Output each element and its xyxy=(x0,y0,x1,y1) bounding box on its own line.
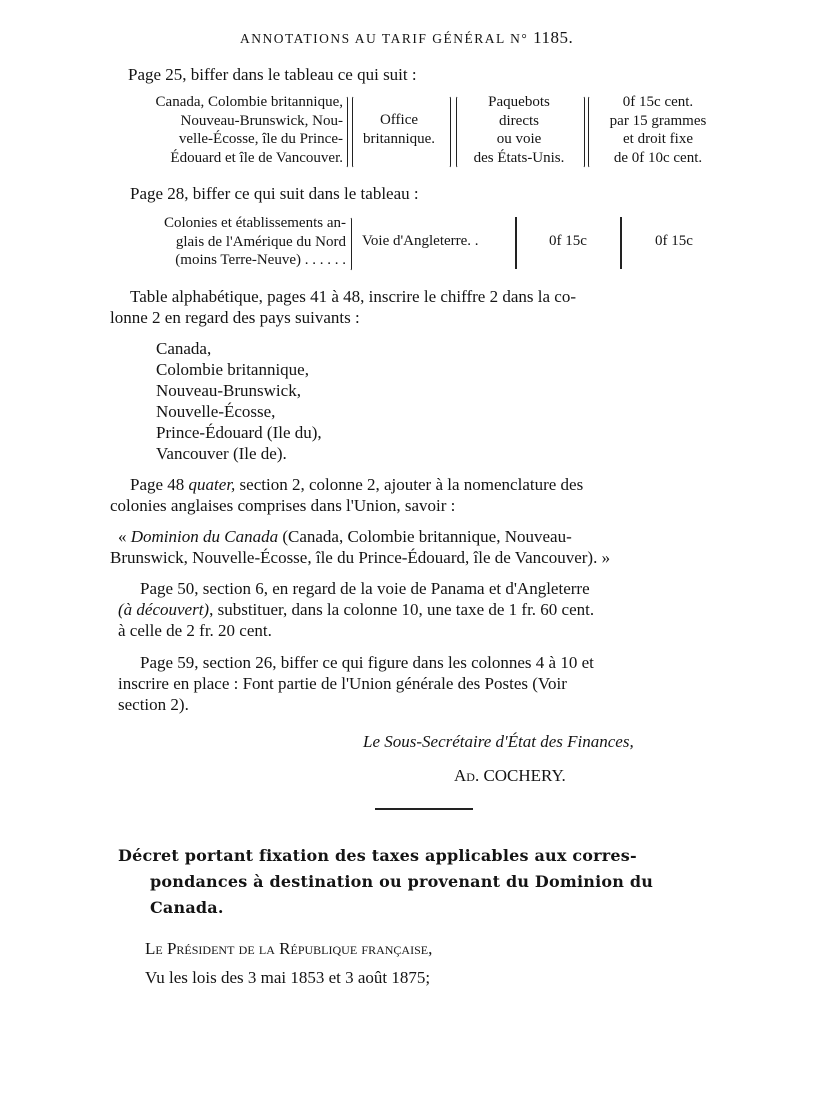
p25-col1-line: Canada, Colombie britannique, xyxy=(155,94,343,110)
list-item: Vancouver (Ile de). xyxy=(156,444,287,463)
p28-col-countries xyxy=(108,214,346,270)
dominion-line1 xyxy=(118,526,572,547)
running-header xyxy=(240,28,573,48)
brace xyxy=(343,96,348,168)
header-text: ANNOTATIONS AU TARIF GÉNÉRAL N° xyxy=(240,31,529,46)
brace xyxy=(580,96,585,168)
p28-col-route: Voie d'Angleterre. . xyxy=(362,233,479,249)
p59-line1: Page 59, section 26, biffer ce qui figure dans les colonnes 4 à 10 et xyxy=(140,653,594,672)
decree-title-line2: pondances à destination ou provenant du Dominion du xyxy=(150,872,654,891)
p48-italic: quater, xyxy=(188,475,236,494)
p25-col4-line: 0f 15c cent. xyxy=(622,94,694,110)
p50-line3: à celle de 2 fr. 20 cent. xyxy=(118,621,272,640)
p25-col1-line: velle-Écosse, île du Prince- xyxy=(178,131,343,147)
list-item: Colombie britannique, xyxy=(156,360,309,379)
p25-col4-line: de 0f 10c cent. xyxy=(613,149,703,166)
p25-col-rate xyxy=(596,93,720,167)
p28-col1-line: (moins Terre-Neuve) . . . . . . xyxy=(175,252,346,268)
p25-col-office xyxy=(354,111,444,148)
p25-col-countries xyxy=(107,93,343,167)
p25-col3-line: des États-Unis. xyxy=(473,149,565,166)
country-list xyxy=(156,338,322,464)
dominion-line2: Brunswick, Nouvelle-Écosse, île du Prince-Édouard, île de Vancouver). » xyxy=(110,548,611,567)
p25-col-route xyxy=(460,93,578,167)
p25-col3-line: Paquebots xyxy=(488,94,550,110)
column-rule xyxy=(515,217,517,269)
p25-col3-line: ou voie xyxy=(496,131,542,147)
table-alpha-line1: Table alphabétique, pages 41 à 48, inscrire le chiffre 2 dans la co- xyxy=(130,287,576,306)
header-number: 1185. xyxy=(533,28,574,47)
p25-col4-line: par 15 grammes xyxy=(609,112,707,129)
brace xyxy=(588,96,593,168)
dominion-italic: Dominion du Canada xyxy=(130,527,279,546)
p25-col1-line: Nouveau-Brunswick, Nou- xyxy=(180,112,343,129)
p28-col1-line: Colonies et établissements an- xyxy=(163,215,346,231)
brace xyxy=(347,217,352,271)
p28-intro: Page 28, biffer ce qui suit dans le tableau : xyxy=(130,184,419,203)
p48-text: section 2, colonne 2, ajouter à la nomenclature des xyxy=(235,475,584,494)
column-rule xyxy=(620,217,622,269)
p28-col1-line: glais de l'Amérique du Nord xyxy=(175,233,346,250)
p48-text: Page 48 xyxy=(130,475,189,494)
p59-line3: section 2). xyxy=(118,695,189,714)
p25-col1-line: Édouard et île de Vancouver. xyxy=(170,149,343,166)
dominion-text: (Canada, Colombie britannique, Nouveau- xyxy=(278,527,572,546)
quote-mark: « xyxy=(118,527,131,546)
section-divider xyxy=(375,808,473,810)
p25-col2-line: Office xyxy=(379,112,419,128)
signature-title: Le Sous-Secrétaire d'État des Finances, xyxy=(363,732,634,751)
list-item: Canada, xyxy=(156,339,212,358)
p59-line2: inscrire en place : Font partie de l'Union générale des Postes (Voir xyxy=(118,674,567,693)
p48-line2: colonies anglaises comprises dans l'Union, savoir : xyxy=(110,496,456,515)
decree-title-line1: Décret portant fixation des taxes applicables aux corres- xyxy=(118,846,637,865)
list-item: Nouveau-Brunswick, xyxy=(156,381,301,400)
list-item: Nouvelle-Écosse, xyxy=(156,402,276,421)
president-line: Le Président de la République française, xyxy=(145,939,433,958)
table-alpha-line2: lonne 2 en regard des pays suivants : xyxy=(110,308,360,327)
p25-col3-line: directs xyxy=(499,112,539,129)
vu-line: Vu les lois des 3 mai 1853 et 3 août 1875; xyxy=(145,968,431,987)
p50-italic: (à découvert) xyxy=(118,600,210,619)
p50-line1: Page 50, section 6, en regard de la voie de Panama et d'Angleterre xyxy=(140,579,590,598)
p25-col4-line: et droit fixe xyxy=(623,131,693,147)
list-item: Prince-Édouard (Ile du), xyxy=(156,423,322,442)
p48-line1 xyxy=(130,474,583,495)
signature-name: Ad. COCHERY. xyxy=(454,766,566,785)
p50-text: , substituer, dans la colonne 10, une taxe de 1 fr. 60 cent. xyxy=(209,600,595,619)
p50-line2 xyxy=(118,599,594,620)
decree-title-line3: Canada. xyxy=(150,898,224,917)
p28-col-rate2: 0f 15c xyxy=(655,233,693,249)
p25-col2-line: britannique. xyxy=(362,130,436,147)
brace xyxy=(446,96,451,168)
p25-intro: Page 25, biffer dans le tableau ce qui suit : xyxy=(128,65,417,84)
p28-col-rate1: 0f 15c xyxy=(549,233,587,249)
